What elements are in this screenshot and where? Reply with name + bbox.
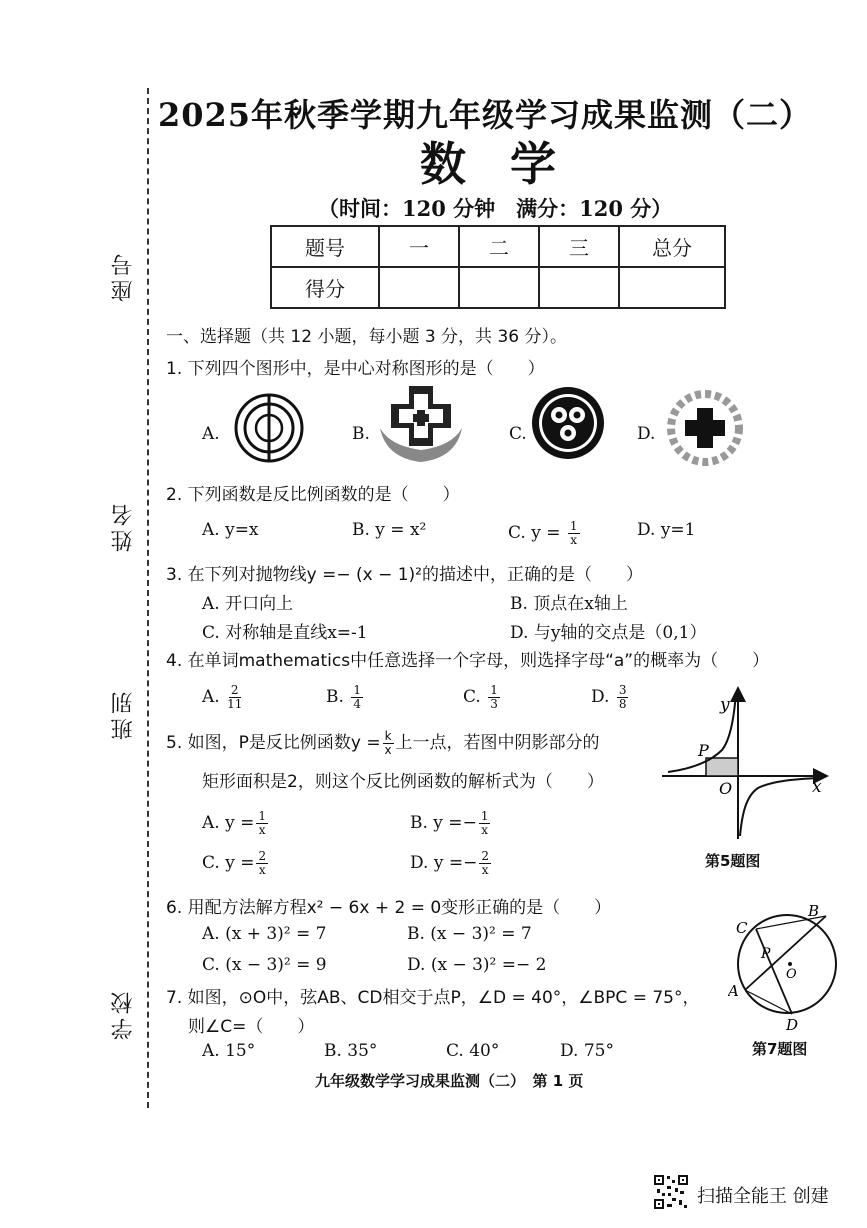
q7-center-o-label: O xyxy=(786,967,797,982)
q5-option-c: C. y = $\frac{2}{x}$ xyxy=(202,849,267,877)
score-cell[interactable] xyxy=(379,267,459,308)
q6-option-d: D. (x − 3)² =− 2 xyxy=(407,955,547,975)
q2-option-a: A. y=x xyxy=(202,520,259,540)
q6-option-a: A. (x + 3)² = 7 xyxy=(202,924,327,944)
side-label-class: 班别 xyxy=(111,688,136,740)
q5-option-b: B. y =− $\frac{1}{x}$ xyxy=(410,809,489,837)
q1-label-a: A. xyxy=(202,424,220,444)
q7-option-b: B. 35° xyxy=(324,1041,378,1061)
q3-option-d: D. 与y轴的交点是（0,1） xyxy=(510,623,707,643)
q1-label-d: D. xyxy=(637,424,656,444)
exam-title: 2025年秋季学期九年级学习成果监测（二） xyxy=(157,96,813,134)
q4-option-d: D. $\frac{3}{8}$ xyxy=(591,683,627,711)
q5-figure xyxy=(660,684,830,844)
q2-stem: 2. 下列函数是反比例函数的是（ ） xyxy=(166,485,460,505)
q7-point-p-label: P xyxy=(761,946,771,962)
q7-stem-line2: 则∠C=（ ） xyxy=(188,1017,315,1037)
q3-stem: 3. 在下列对抛物线y =− (x − 1)²的描述中，正确的是（ ） xyxy=(166,565,643,585)
score-cell[interactable] xyxy=(459,267,539,308)
q3-option-b: B. 顶点在x轴上 xyxy=(510,594,628,614)
q1-figure-b xyxy=(376,380,466,466)
q2-option-b: B. y = x² xyxy=(352,520,427,540)
q1-figure-a xyxy=(232,391,306,465)
q2-option-c: C. y = $\frac{1}{x}$ xyxy=(508,519,578,547)
q7-point-a-label: A xyxy=(728,982,739,1000)
score-table xyxy=(270,225,726,309)
q5-stem-line2: 矩形面积是2，则这个反比例函数的解析式为（ ） xyxy=(202,772,604,792)
score-header-cell: 三 xyxy=(539,226,619,267)
q7-option-c: C. 40° xyxy=(446,1041,500,1061)
q7-point-b-label: B xyxy=(808,902,820,920)
q7-option-d: D. 75° xyxy=(560,1041,614,1061)
time-info: （时间：120 分钟 满分：120 分） xyxy=(318,196,673,221)
q6-option-b: B. (x − 3)² = 7 xyxy=(407,924,532,944)
page-footer: 九年级数学学习成果监测（二） 第 1 页 xyxy=(315,1072,584,1090)
q2-option-d: D. y=1 xyxy=(637,520,696,540)
q4-stem: 4. 在单词mathematics中任意选择一个字母，则选择字母“a”的概率为（ ） xyxy=(166,651,770,671)
q6-stem: 6. 用配方法解方程x² − 6x + 2 = 0变形正确的是（ ） xyxy=(166,898,612,918)
q1-stem: 1. 下列四个图形中，是中心对称图形的是（ ） xyxy=(166,359,545,379)
binding-line xyxy=(147,88,149,1108)
q5-option-d: D. y =− $\frac{2}{x}$ xyxy=(410,849,489,877)
score-header-cell: 题号 xyxy=(271,226,379,267)
q6-option-c: C. (x − 3)² = 9 xyxy=(202,955,327,975)
q5-stem: 5. 如图，P是反比例函数y = $\frac{k}{x}$ 上一点，若图中阴影部分的 xyxy=(166,728,600,757)
q1-figure-c xyxy=(530,385,606,461)
qr-code-icon xyxy=(653,1174,689,1210)
scanner-watermark: 扫描全能王 创建 xyxy=(697,1186,829,1207)
q3-option-c: C. 对称轴是直线x=-1 xyxy=(202,623,368,643)
subject-title: 数 学 xyxy=(419,137,570,191)
q1-label-c: C. xyxy=(509,424,527,444)
score-cell[interactable] xyxy=(539,267,619,308)
q1-figure-d xyxy=(665,388,745,468)
q5-origin-label: O xyxy=(719,779,733,798)
q7-point-d-label: D xyxy=(786,1016,799,1032)
score-header-cell: 一 xyxy=(379,226,459,267)
side-label-seat: 座号 xyxy=(111,250,136,302)
q7-stem: 7. 如图，⊙O中，弦AB、CD相交于点P，∠D = 40°，∠BPC = 75°， xyxy=(166,988,700,1008)
q7-figure xyxy=(728,898,843,1032)
q3-option-a: A. 开口向上 xyxy=(202,594,294,614)
q1-label-b: B. xyxy=(352,424,370,444)
score-header-cell: 总分 xyxy=(619,226,725,267)
q7-figure-caption: 第7题图 xyxy=(752,1040,808,1058)
side-label-school: 学校 xyxy=(111,988,136,1040)
q5-figure-caption: 第5题图 xyxy=(705,852,761,870)
q4-option-b: B. $\frac{1}{4}$ xyxy=(326,683,361,711)
section-heading: 一、选择题（共 12 小题，每小题 3 分，共 36 分）。 xyxy=(166,327,568,347)
q5-axis-x-label: x xyxy=(812,777,822,797)
side-label-name: 姓名 xyxy=(111,500,136,552)
score-label-cell: 得分 xyxy=(271,267,379,308)
q5-axis-y-label: y xyxy=(720,695,730,715)
score-header-cell: 二 xyxy=(459,226,539,267)
q7-point-c-label: C xyxy=(736,919,748,937)
score-cell[interactable] xyxy=(619,267,725,308)
q7-option-a: A. 15° xyxy=(202,1041,256,1061)
q5-option-a: A. y = $\frac{1}{x}$ xyxy=(202,809,266,837)
q5-point-p-label: P xyxy=(698,741,709,760)
q4-option-c: C. $\frac{1}{3}$ xyxy=(463,683,498,711)
q4-option-a: A. $\frac{2}{11}$ xyxy=(202,683,243,711)
